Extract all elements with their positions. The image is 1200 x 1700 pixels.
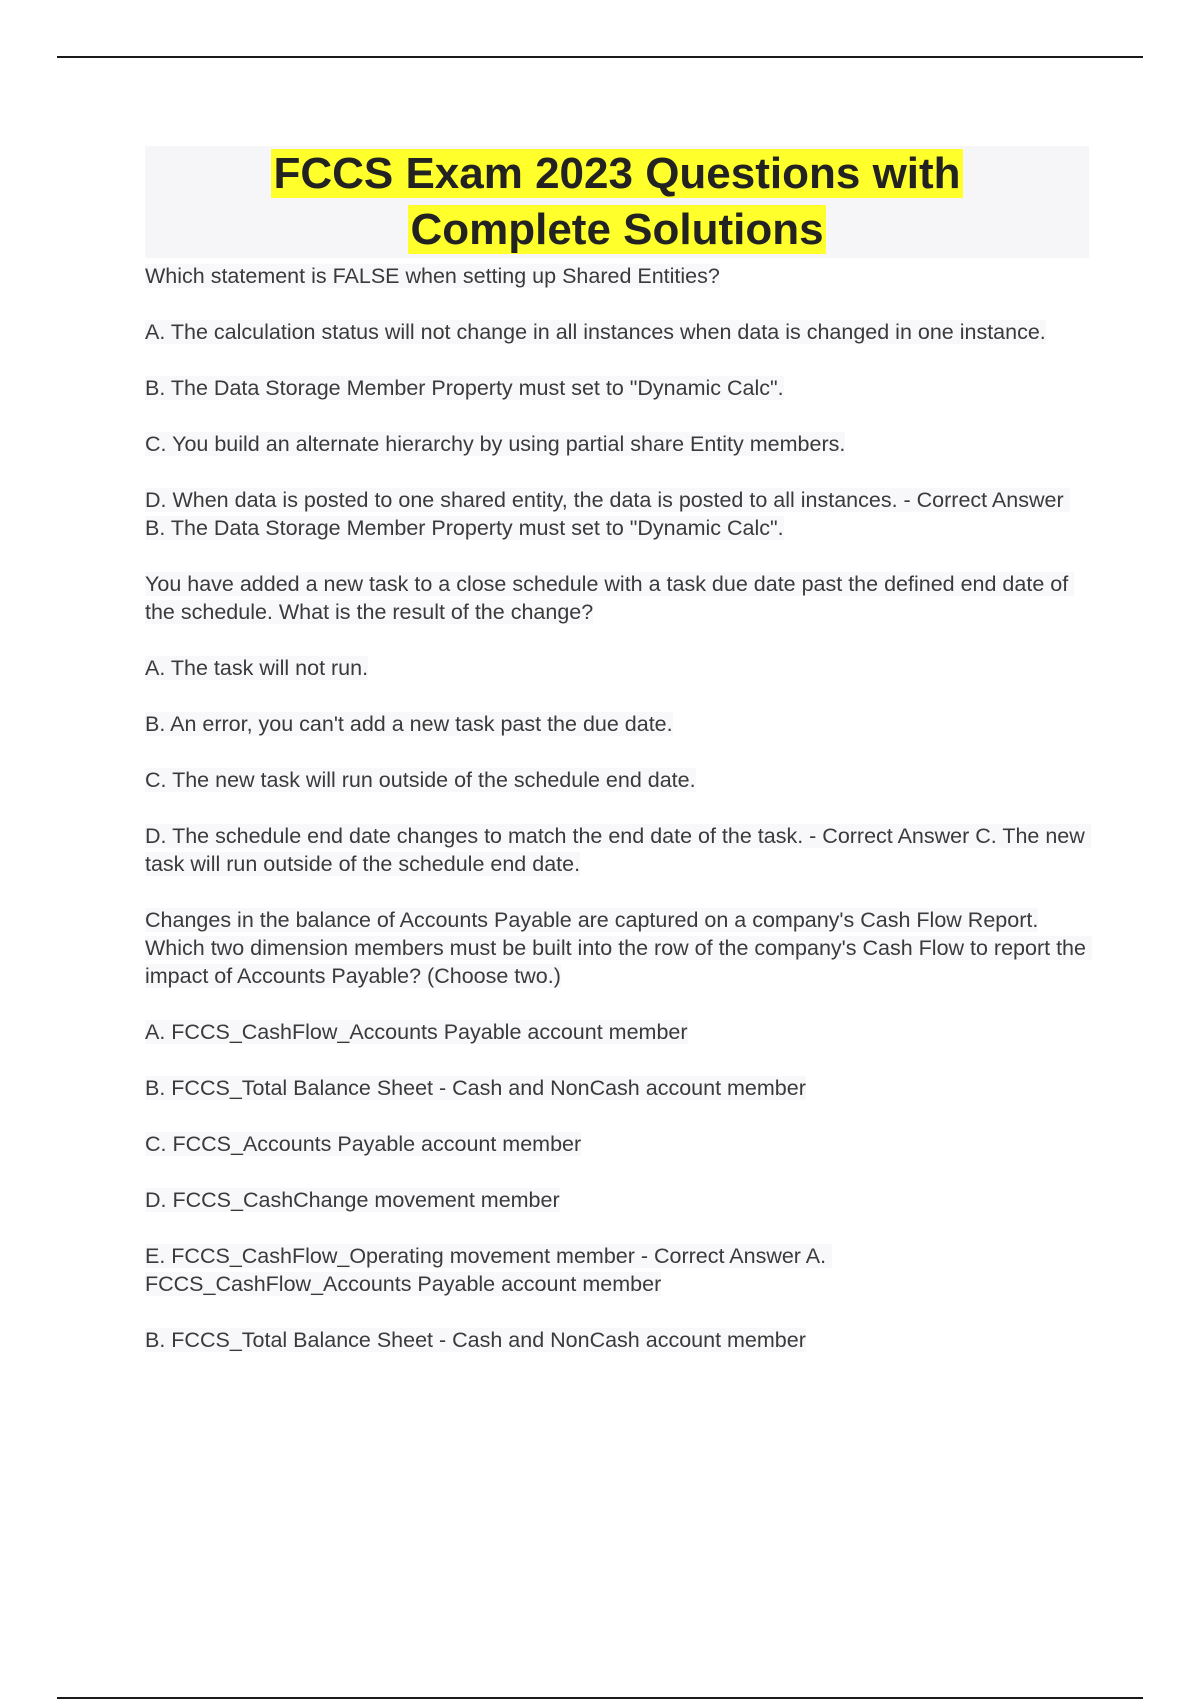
q3-option-b: B. FCCS_Total Balance Sheet - Cash and NonCash account member	[145, 1076, 806, 1100]
document-title: FCCS Exam 2023 Questions with	[273, 149, 961, 198]
document-title-line2: Complete Solutions	[410, 205, 824, 254]
q2-option-c: C. The new task will run outside of the schedule end date.	[145, 768, 696, 792]
question-2: You have added a new task to a close schedule with a task due date past the defined end date of the schedule. What is the result of the change?	[145, 572, 1075, 624]
top-rule	[57, 56, 1143, 58]
q3-option-d: D. FCCS_CashChange movement member	[145, 1188, 560, 1212]
q1-option-b: B. The Data Storage Member Property must set to "Dynamic Calc".	[145, 376, 784, 400]
q2-option-d: D. The schedule end date changes to match the end date of the task. - Correct Answer C. The new task will run outside of the schedule end date.	[145, 824, 1091, 876]
question-1: Which statement is FALSE when setting up Shared Entities?	[145, 264, 720, 288]
q2-option-a: A. The task will not run.	[145, 656, 369, 680]
q3-option-a: A. FCCS_CashFlow_Accounts Payable account member	[145, 1020, 688, 1044]
question-3: Changes in the balance of Accounts Payable are captured on a company's Cash Flow Report.	[145, 908, 1039, 932]
title-block	[145, 146, 1089, 258]
q1-option-c: C. You build an alternate hierarchy by using partial share Entity members.	[145, 432, 846, 456]
q1-option-a: A. The calculation status will not change in all instances when data is changed in one instance.	[145, 320, 1046, 344]
q3-option-e: E. FCCS_CashFlow_Operating movement member - Correct Answer A. FCCS_CashFlow_Accounts Payable account member	[145, 1244, 833, 1296]
question-3-line2: Which two dimension members must be built into the row of the company's Cash Flow to report the impact of Accounts Payable? (Choose two.)	[145, 936, 1092, 988]
document-body	[145, 146, 1092, 1354]
q1-option-d: D. When data is posted to one shared entity, the data is posted to all instances. - Correct Answer B. The Data Storage Member Property must set to "Dynamic Calc".	[145, 488, 1070, 540]
bottom-rule	[57, 1697, 1143, 1699]
q3-answer-2: B. FCCS_Total Balance Sheet - Cash and NonCash account member	[145, 1328, 806, 1352]
q3-option-c: C. FCCS_Accounts Payable account member	[145, 1132, 582, 1156]
q2-option-b: B. An error, you can't add a new task past the due date.	[145, 712, 673, 736]
